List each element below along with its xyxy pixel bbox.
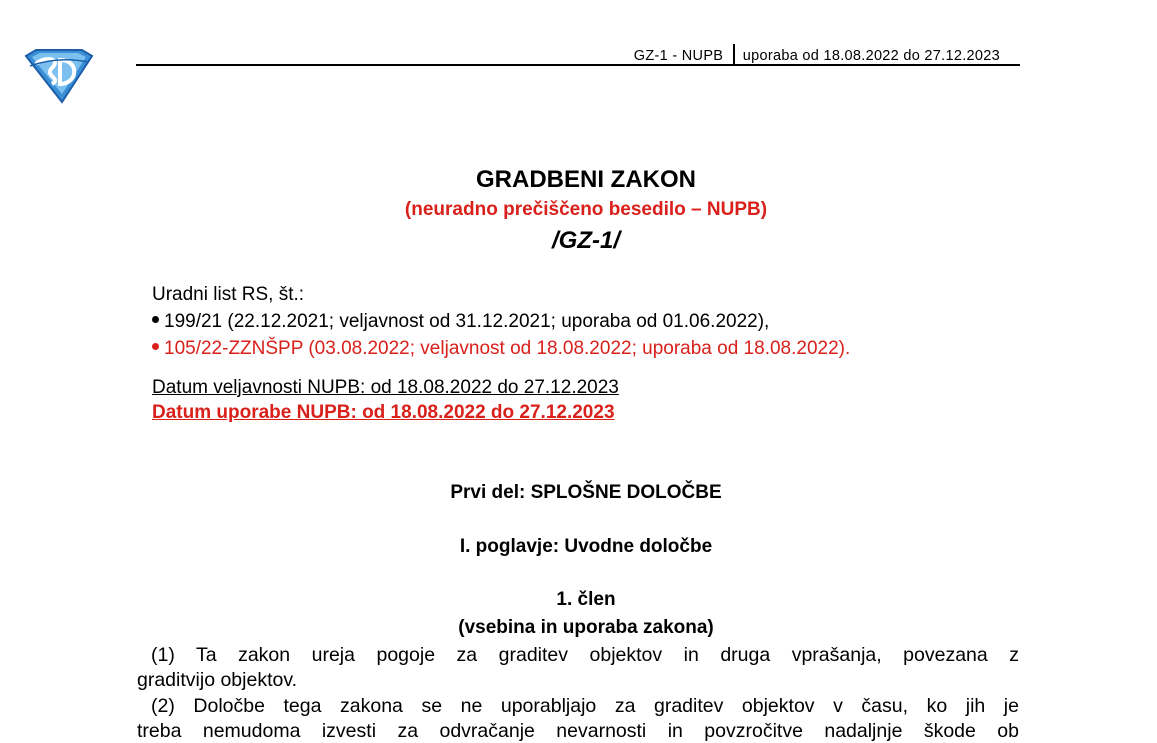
amendment-text: 105/22-ZZNŠPP (03.08.2022; veljavnost od 18.08.2022; uporaba od 18.08.2022). [164, 338, 851, 359]
amendment-text: 199/21 (22.12.2021; veljavnost od 31.12.2021; uporaba od 01.06.2022), [164, 311, 770, 332]
document-abbreviation: /GZ-1/ [551, 227, 620, 254]
bullet-icon [152, 343, 159, 350]
header-usage-period: uporaba od 18.08.2022 do 27.12.2023 [742, 48, 1000, 64]
article-number: 1. člen [556, 589, 616, 610]
part-heading: Prvi del: SPLOŠNE DOLOČBE [450, 482, 722, 503]
amendment-item [152, 338, 850, 360]
paragraph-line: graditvijo objektov. [137, 668, 298, 691]
gazette-label: Uradni list RS, št.: [152, 284, 305, 305]
publisher-logo-icon [22, 48, 96, 104]
running-header [500, 44, 1000, 64]
validity-date: Datum veljavnosti NUPB: od 18.08.2022 do 27.12.2023 [152, 377, 619, 398]
header-separator [733, 44, 735, 64]
paragraph-line: treba nemudoma izvesti za odvračanje nevarnosti in povzročitve nadaljnje škode ob [137, 719, 1019, 742]
bullet-icon [152, 316, 159, 323]
document-subtitle: (neuradno prečiščeno besedilo – NUPB) [404, 199, 768, 220]
amendment-item [152, 311, 769, 333]
paragraph-line: (1) Ta zakon ureja pogoje za graditev objektov in druga vprašanja, povezana z [151, 644, 1019, 666]
header-rule [136, 64, 1020, 66]
chapter-heading: I. poglavje: Uvodne določbe [459, 536, 713, 557]
document-title: GRADBENI ZAKON [476, 166, 696, 193]
header-code: GZ-1 - NUPB [633, 48, 724, 64]
paragraph-line: (2) Določbe tega zakona se ne uporabljajo za graditev objektov v času, ko jih je [151, 695, 1019, 717]
article-paragraph-1 [137, 643, 1019, 692]
article-paragraph-2 [137, 694, 1019, 743]
article-title: (vsebina in uporaba zakona) [458, 617, 714, 638]
usage-date: Datum uporabe NUPB: od 18.08.2022 do 27.12.2023 [152, 402, 615, 423]
